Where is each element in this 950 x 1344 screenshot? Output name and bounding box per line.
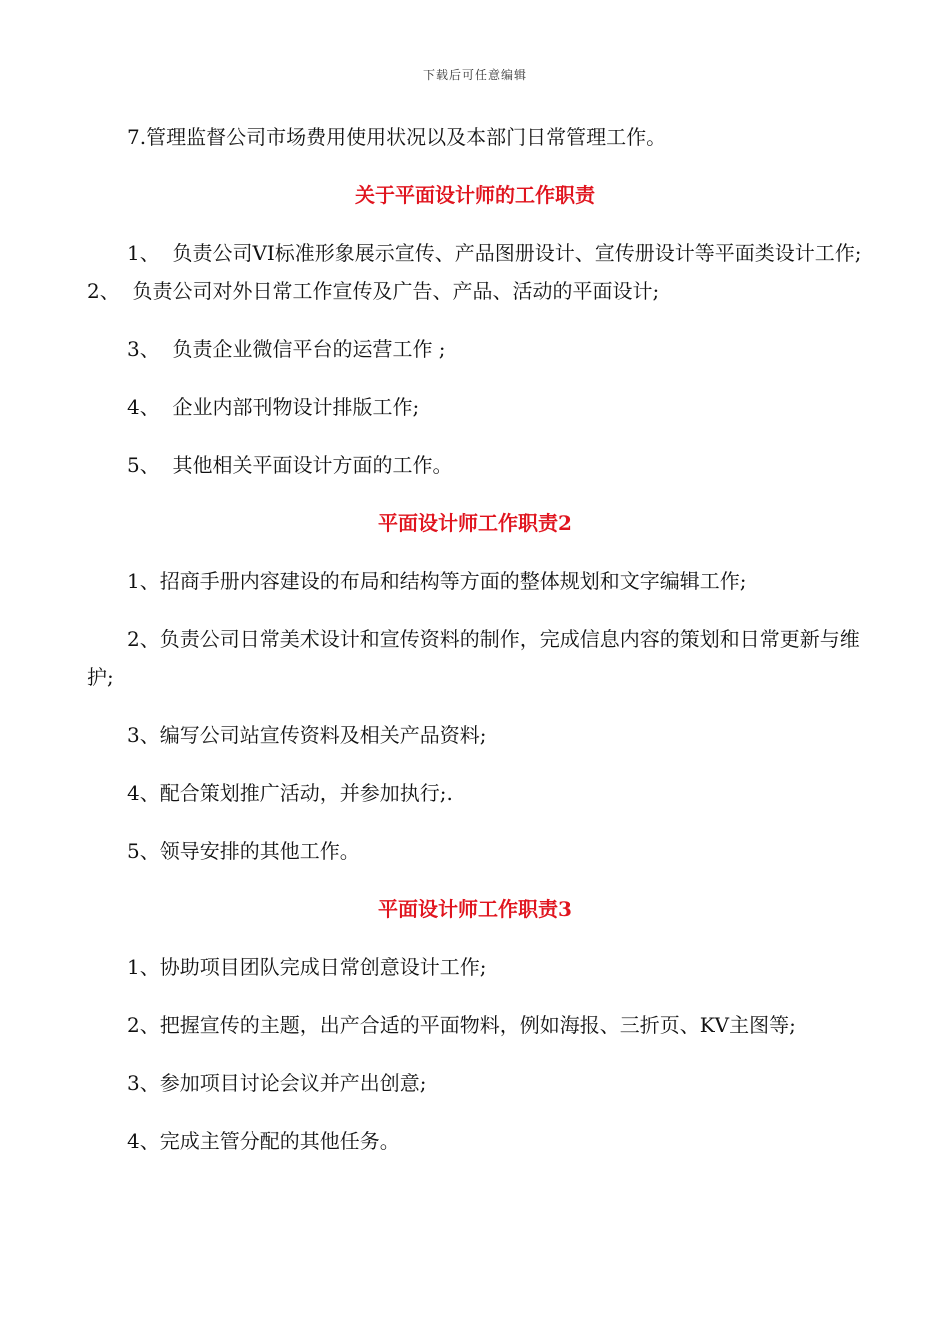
paragraph: 3、参加项目讨论会议并产出创意; <box>127 1071 427 1095</box>
document-body <box>87 118 863 1180</box>
paragraph: 5、领导安排的其他工作。 <box>127 839 360 863</box>
paragraph: 1、 负责公司VI标准形象展示宣传、产品图册设计、宣传册设计等平面类设计工作;2、 负责公司对外日常工作宣传及广告、产品、活动的平面设计; <box>87 241 862 303</box>
paragraph: 3、 负责企业微信平台的运营工作 ; <box>127 337 446 361</box>
paragraph: 7.管理监督公司市场费用使用状况以及本部门日常管理工作。 <box>127 125 667 149</box>
paragraph: 2、把握宣传的主题，出产合适的平面物料，例如海报、三折页、KV主图等; <box>127 1013 796 1037</box>
paragraph: 3、编写公司站宣传资料及相关产品资料; <box>127 723 487 747</box>
section-heading: 平面设计师工作职责2 <box>378 511 572 535</box>
paragraph: 1、招商手册内容建设的布局和结构等方面的整体规划和文字编辑工作; <box>127 569 747 593</box>
paragraph: 2、负责公司日常美术设计和宣传资料的制作，完成信息内容的策划和日常更新与维护; <box>87 627 860 689</box>
paragraph: 4、 企业内部刊物设计排版工作; <box>127 395 420 419</box>
paragraph: 4、配合策划推广活动，并参加执行;. <box>127 781 453 805</box>
section-heading: 关于平面设计师的工作职责 <box>355 183 595 207</box>
section-heading: 平面设计师工作职责3 <box>378 897 572 921</box>
paragraph: 1、协助项目团队完成日常创意设计工作; <box>127 955 487 979</box>
paragraph: 5、 其他相关平面设计方面的工作。 <box>127 453 453 477</box>
page-header: 下载后可任意编辑 <box>422 68 527 82</box>
paragraph: 4、完成主管分配的其他任务。 <box>127 1129 400 1153</box>
